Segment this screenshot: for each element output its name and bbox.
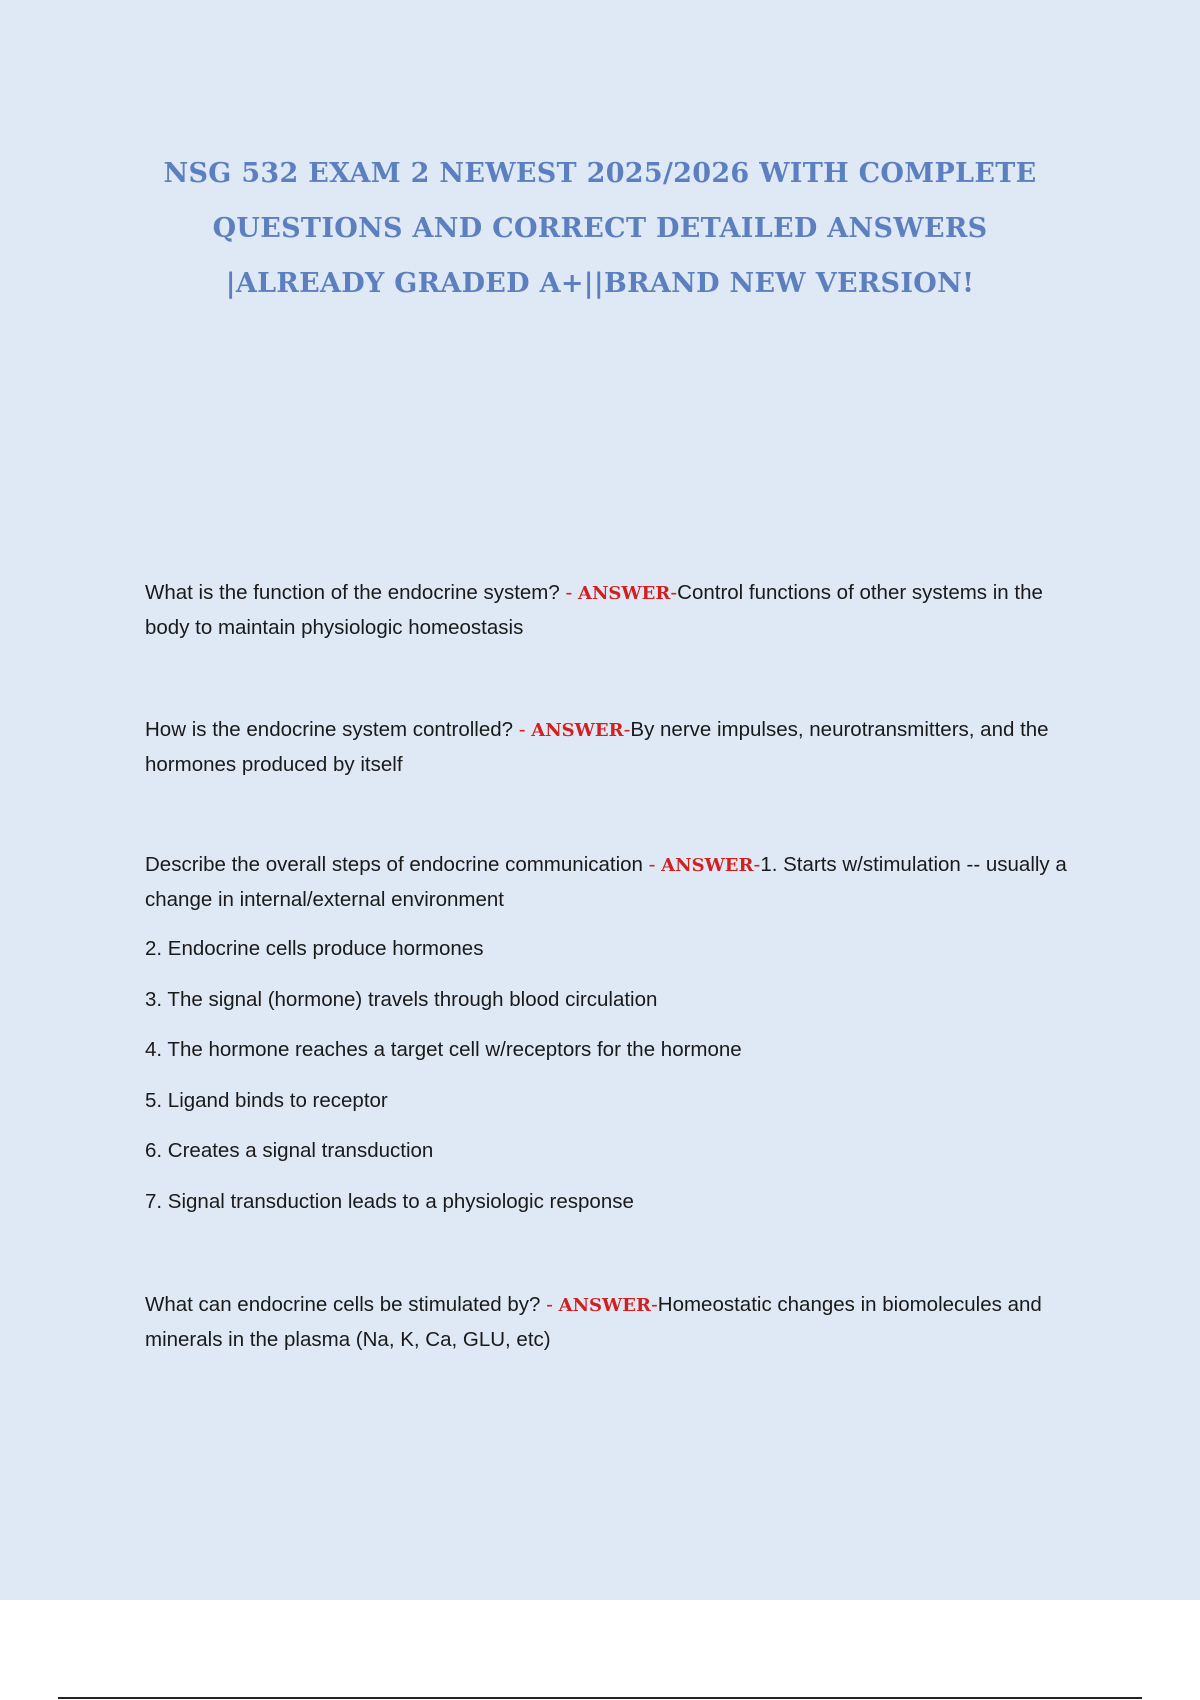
question-text: What is the function of the endocrine system? [145,581,560,604]
list-item: 6. Creates a signal transduction [145,1139,434,1162]
answer-separator: - [642,853,662,876]
answer-label: ANSWER [578,583,671,604]
steps-list [145,932,1085,1235]
answer-dash: - [753,853,761,876]
answer-separator: - [540,1293,559,1316]
question-text: How is the endocrine system controlled? [145,718,514,741]
answer-text: By nerve impulses, neurotransmitters, and the hormones produced by itself [145,718,1049,776]
answer-dash: - [650,1293,658,1316]
list-item: 7. Signal transduction leads to a physiologic response [145,1189,634,1213]
qa-item-1 [145,576,1085,645]
answer-label: ANSWER [558,1295,651,1316]
qa-item-4 [145,1288,1085,1357]
list-item: 4. The hormone reaches a target cell w/receptors for the hormone [145,1038,742,1061]
qa-item-2 [145,713,1085,782]
question-text: What can endocrine cells be stimulated by? [145,1293,541,1316]
list-item: 5. Ligand binds to receptor [145,1088,388,1112]
answer-label: ANSWER [661,855,754,876]
answer-label: ANSWER [531,720,624,741]
list-item: 2. Endocrine cells produce hormones [145,937,484,960]
footer-divider [58,1697,1142,1699]
list-item: 3. The signal (hormone) travels through blood circulation [145,987,658,1011]
answer-separator: - [513,718,532,741]
answer-dash: - [670,581,678,604]
qa-item-3 [145,848,1085,917]
answer-text: Control functions of other systems in the body to maintain physiologic homeostasis [145,581,1043,639]
answer-separator: - [559,581,578,604]
document-title: NSG 532 EXAM 2 NEWEST 2025/2026 WITH COMPLETE QUESTIONS AND CORRECT DETAILED ANSWERS |ALREADY GRADED A+||BRAND NEW VERSION! [163,158,1037,299]
answer-text: Homeostatic changes in biomolecules and minerals in the plasma (Na, K, Ca, GLU, etc) [145,1293,1042,1351]
answer-dash: - [623,718,631,741]
answer-text: 1. Starts w/stimulation -- usually a change in internal/external environment [145,853,1067,911]
question-text: Describe the overall steps of endocrine communication [145,853,643,876]
